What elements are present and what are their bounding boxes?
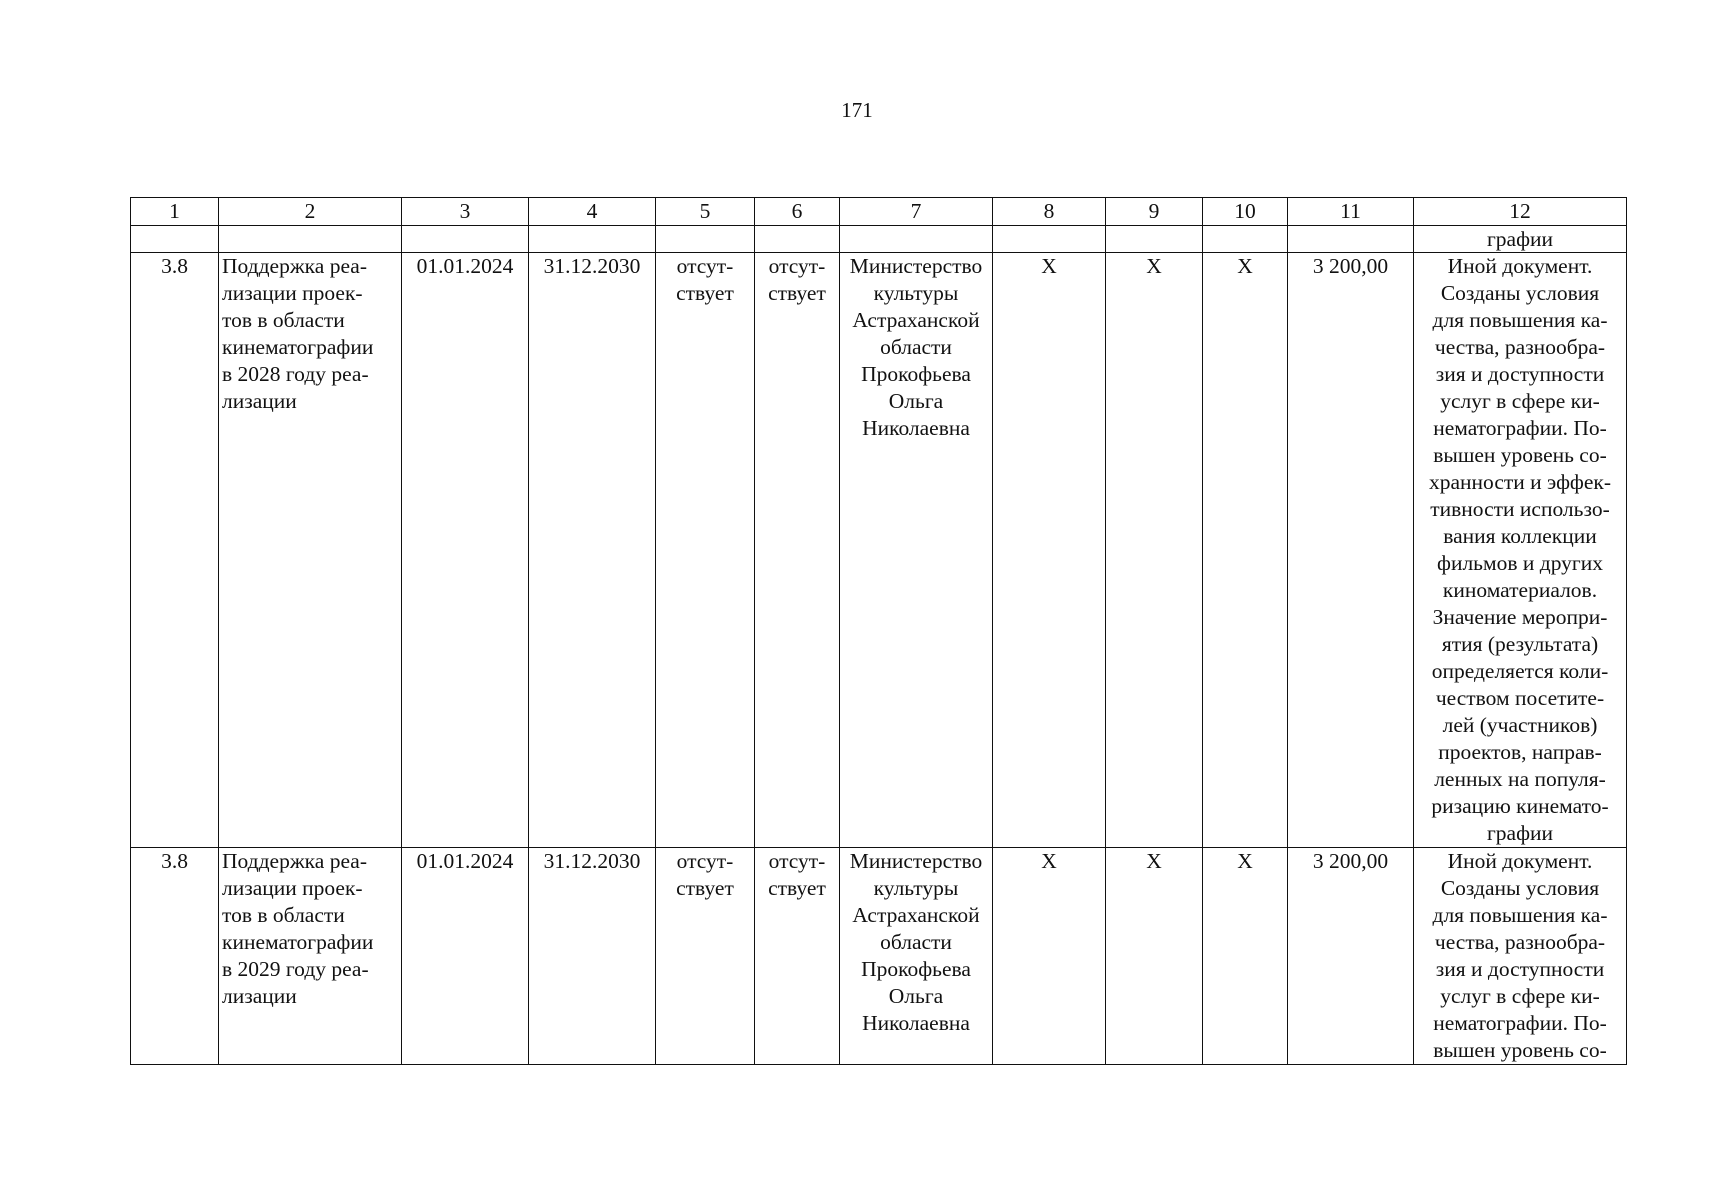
table-cell: отсут- ствует <box>656 253 755 848</box>
table-row <box>131 848 1627 1065</box>
table-cell: X <box>1106 253 1203 848</box>
table-cell: X <box>993 848 1106 1065</box>
start-date-cell: 01.01.2024 <box>402 253 529 848</box>
table-cell <box>219 226 402 253</box>
end-date-cell: 31.12.2030 <box>529 253 656 848</box>
column-number-row <box>131 198 1627 226</box>
table-row <box>131 253 1627 848</box>
table-cell: X <box>1203 253 1288 848</box>
table-cell: X <box>1203 848 1288 1065</box>
column-number: 4 <box>529 198 656 226</box>
amount-cell: 3 200,00 <box>1288 253 1414 848</box>
page-number: 171 <box>841 98 873 122</box>
column-number: 6 <box>755 198 840 226</box>
event-name-cell: Поддержка реа- лизации проек- тов в области кинематографии в 2029 году реа- лизации <box>219 848 402 1065</box>
table-cell <box>993 226 1106 253</box>
column-number: 5 <box>656 198 755 226</box>
responsible-cell: Министерство культуры Астраханской области Прокофьева Ольга Николаевна <box>840 253 993 848</box>
column-number: 11 <box>1288 198 1414 226</box>
table-cell <box>1288 226 1414 253</box>
column-number: 3 <box>402 198 529 226</box>
responsible-cell: Министерство культуры Астраханской области Прокофьева Ольга Николаевна <box>840 848 993 1065</box>
start-date-cell: 01.01.2024 <box>402 848 529 1065</box>
table-cell <box>656 226 755 253</box>
row-number-cell: 3.8 <box>131 848 219 1065</box>
table-cell <box>840 226 993 253</box>
table-cell: X <box>993 253 1106 848</box>
result-description-cell: Иной документ. Созданы условия для повышения ка- чества, разнообра- зия и доступности услуг в сфере ки- нематографии. По- вышен уровень со- <box>1414 848 1627 1065</box>
continuation-row <box>131 226 1627 253</box>
end-date-cell: 31.12.2030 <box>529 848 656 1065</box>
table-cell <box>755 226 840 253</box>
column-number: 9 <box>1106 198 1203 226</box>
table-cell <box>1203 226 1288 253</box>
column-number: 1 <box>131 198 219 226</box>
column-number: 7 <box>840 198 993 226</box>
row-number-cell: 3.8 <box>131 253 219 848</box>
column-number: 2 <box>219 198 402 226</box>
table-cell: отсут- ствует <box>656 848 755 1065</box>
column-number: 10 <box>1203 198 1288 226</box>
table-cell <box>402 226 529 253</box>
table-cell: отсут- ствует <box>755 253 840 848</box>
table-cell: отсут- ствует <box>755 848 840 1065</box>
column-number: 8 <box>993 198 1106 226</box>
table-cell <box>1106 226 1203 253</box>
result-description-cell: графии <box>1414 226 1627 253</box>
table-cell <box>529 226 656 253</box>
result-description-cell: Иной документ. Созданы условия для повышения ка- чества, разнообра- зия и доступности услуг в сфере ки- нематографии. По- вышен уровень со- хранности и эффек- тивности использо- вания коллекции фильмов и других киноматериалов. Значение меропри- ятия (результата) определяется коли- чеством посетите- лей (участников) проектов, направ- ленных на популя- ризацию кинемато- графии <box>1414 253 1627 848</box>
column-number: 12 <box>1414 198 1627 226</box>
amount-cell: 3 200,00 <box>1288 848 1414 1065</box>
event-name-cell: Поддержка реа- лизации проек- тов в области кинематографии в 2028 году реа- лизации <box>219 253 402 848</box>
document-table <box>130 197 1627 1065</box>
table-cell: X <box>1106 848 1203 1065</box>
table-cell <box>131 226 219 253</box>
